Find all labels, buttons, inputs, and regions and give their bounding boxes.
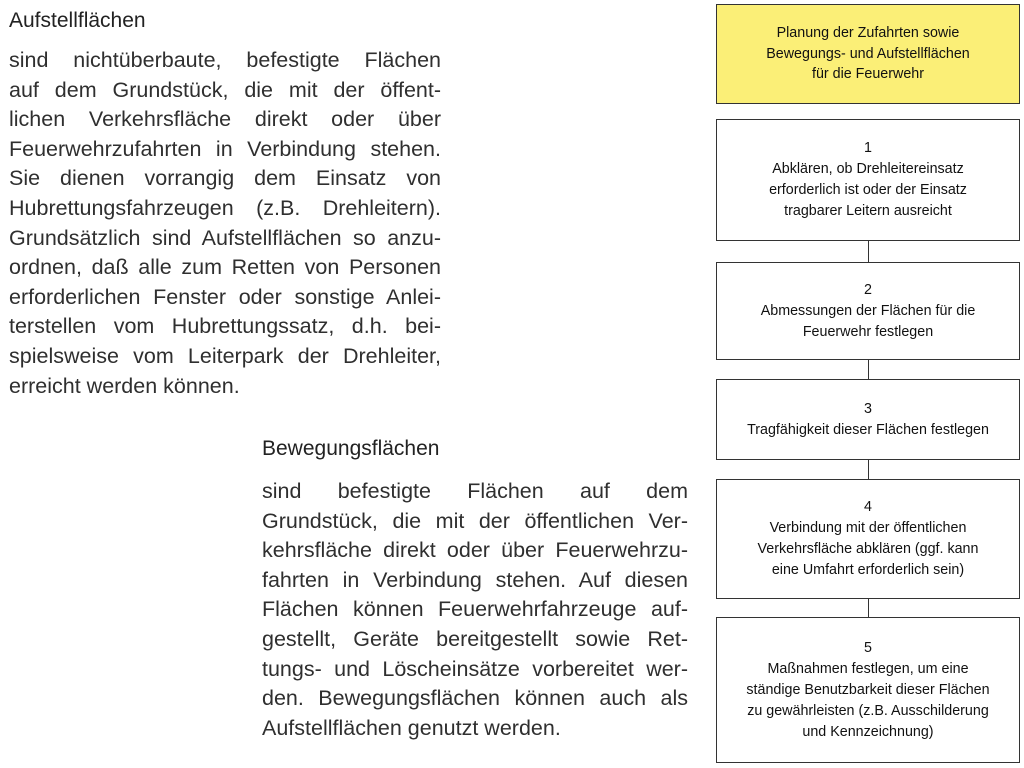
section-heading-bewegungsflaechen: Bewegungsflächen (262, 437, 440, 460)
step-text-line: Abklären, ob Drehleitereinsatz (772, 161, 964, 177)
step-number: 2 (864, 281, 872, 298)
paragraph-line: Sie dienen vorrangig dem Einsatz von (9, 166, 441, 191)
flowchart-header-line: Planung der Zufahrten sowie (776, 25, 960, 42)
paragraph-line: sind nichtüberbaute, befestigte Flächen (9, 48, 441, 72)
paragraph-line: ordnen, daß alle zum Retten von Personen (9, 255, 441, 280)
paragraph-line: auf dem Grundstück, die mit der öffent- (9, 77, 441, 102)
paragraph-bewegungsflaechen (262, 477, 688, 743)
paragraph-line: erforderlichen Fenster oder sonstige Anlei- (9, 284, 441, 309)
paragraph-line: lichen Verkehrsfläche direkt oder über (9, 107, 441, 132)
paragraph-line: den. Bewegungsflächen können auch als (262, 686, 688, 711)
step-text-line: eine Umfahrt erforderlich sein) (771, 562, 965, 578)
step-text-line: Abmessungen der Flächen für die (760, 302, 976, 319)
paragraph-line: tungs- und Löscheinsätze vorbereitet wer- (262, 656, 688, 681)
step-number: 3 (864, 400, 872, 417)
step-text-line: Tragfähigkeit dieser Flächen festlegen (747, 421, 989, 438)
flowchart-header-line: für die Feuerwehr (811, 66, 925, 83)
paragraph-line: gestellt, Geräte bereitgestellt sowie Ret- (262, 626, 688, 651)
flowchart-step-1 (716, 119, 1020, 241)
flowchart-connector (868, 241, 869, 262)
paragraph-line: Hubrettungsfahrzeugen (z.B. Drehleitern). (9, 195, 441, 220)
step-text-line: Verbindung mit der öffentlichen (769, 520, 967, 536)
flowchart (716, 4, 1022, 764)
step-text-line: erforderlich ist oder der Einsatz (769, 182, 967, 198)
flowchart-step-5 (716, 617, 1020, 763)
paragraph-line: Flächen können Feuerwehrfahrzeuge auf- (262, 597, 688, 622)
step-text-line: tragbarer Leitern ausreicht (784, 203, 952, 219)
step-number: 1 (864, 140, 872, 156)
paragraph-line: Grundsätzlich sind Aufstellflächen so anzu- (9, 225, 441, 250)
step-text-line: zu gewährleisten (z.B. Ausschilderung (747, 702, 989, 719)
step-number: 4 (864, 499, 872, 515)
step-text-line: und Kennzeichnung) (802, 723, 934, 740)
paragraph-line: erreicht werden können. (9, 373, 240, 398)
flowchart-step-3 (716, 379, 1020, 460)
paragraph-line: sind befestigte Flächen auf dem (262, 479, 688, 503)
flowchart-step-4 (716, 479, 1020, 599)
step-text-line: Feuerwehr festlegen (802, 323, 934, 340)
flowchart-step-2 (716, 262, 1020, 360)
section-heading-aufstellflaechen: Aufstellflächen (9, 9, 146, 32)
flowchart-connector (868, 599, 869, 617)
paragraph-line: terstellen vom Hubrettungssatz, d.h. bei- (9, 314, 441, 339)
flowchart-header-line: Bewegungs- und Aufstellflächen (766, 45, 970, 62)
step-text-line: ständige Benutzbarkeit dieser Flächen (746, 681, 990, 698)
step-text-line: Verkehrsfläche abklären (ggf. kann (757, 541, 979, 557)
paragraph-line: fahrten in Verbindung stehen. Auf diesen (262, 567, 688, 592)
step-text-line: Maßnahmen festlegen, um eine (767, 660, 969, 677)
flowchart-connector (868, 360, 869, 379)
paragraph-line: kehrsfläche direkt oder über Feuerwehrzu- (262, 538, 688, 563)
step-number: 5 (864, 639, 872, 656)
paragraph-aufstellflaechen (9, 46, 441, 401)
paragraph-line: Feuerwehrzufahrten in Verbindung stehen. (9, 136, 441, 161)
paragraph-line: Grundstück, die mit der öffentlichen Ver- (262, 508, 688, 533)
flowchart-header-box (716, 4, 1020, 104)
paragraph-line: Aufstellflächen genutzt werden. (262, 715, 561, 740)
paragraph-line: spielsweise vom Leiterpark der Drehleiter, (9, 343, 441, 368)
flowchart-connector (868, 460, 869, 479)
